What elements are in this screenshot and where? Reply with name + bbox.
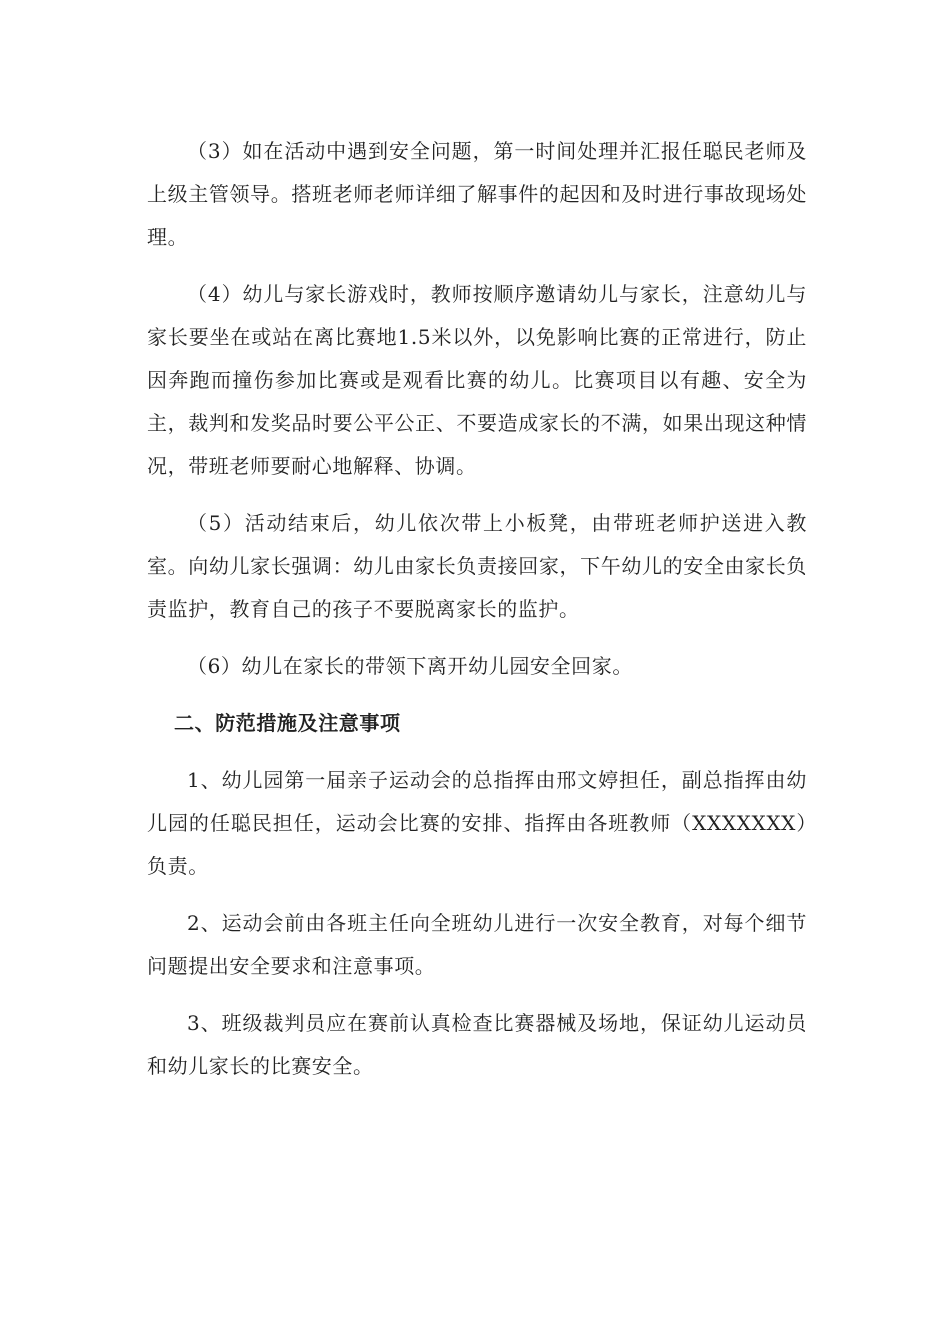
section-heading: 二、防范措施及注意事项 (174, 711, 401, 735)
paragraph-item-5: （5）活动结束后，幼儿依次带上小板凳，由带班老师护送进入教室。向幼儿家长强调：幼儿由家长负责接回家，下午幼儿的安全由家长负责监护，教育自己的孩子不要脱离家长的监护。 (147, 511, 807, 621)
document-body (147, 130, 807, 1102)
measure-item-2: 2、运动会前由各班主任向全班幼儿进行一次安全教育，对每个细节问题提出安全要求和注意事项。 (147, 911, 807, 978)
paragraph-item-4: （4）幼儿与家长游戏时，教师按顺序邀请幼儿与家长，注意幼儿与家长要坐在或站在离比赛地1.5米以外，以免影响比赛的正常进行，防止因奔跑而撞伤参加比赛或是观看比赛的幼儿。比赛项目以有趣、安全为主，裁判和发奖品时要公平公正、不要造成家长的不满，如果出现这种情况，带班老师要耐心地解释、协调。 (147, 282, 807, 478)
paragraph-item-3: （3）如在活动中遇到安全问题，第一时间处理并汇报任聪民老师及上级主管领导。搭班老师老师详细了解事件的起因和及时进行事故现场处理。 (147, 139, 807, 249)
paragraph-item-6: （6）幼儿在家长的带领下离开幼儿园安全回家。 (187, 654, 633, 678)
measure-item-1: 1、幼儿园第一届亲子运动会的总指挥由邢文婷担任，副总指挥由幼儿园的任聪民担任，运动会比赛的安排、指挥由各班教师（XXXXXXX）负责。 (147, 768, 807, 878)
measure-item-3: 3、班级裁判员应在赛前认真检查比赛器械及场地，保证幼儿运动员和幼儿家长的比赛安全。 (147, 1011, 807, 1078)
